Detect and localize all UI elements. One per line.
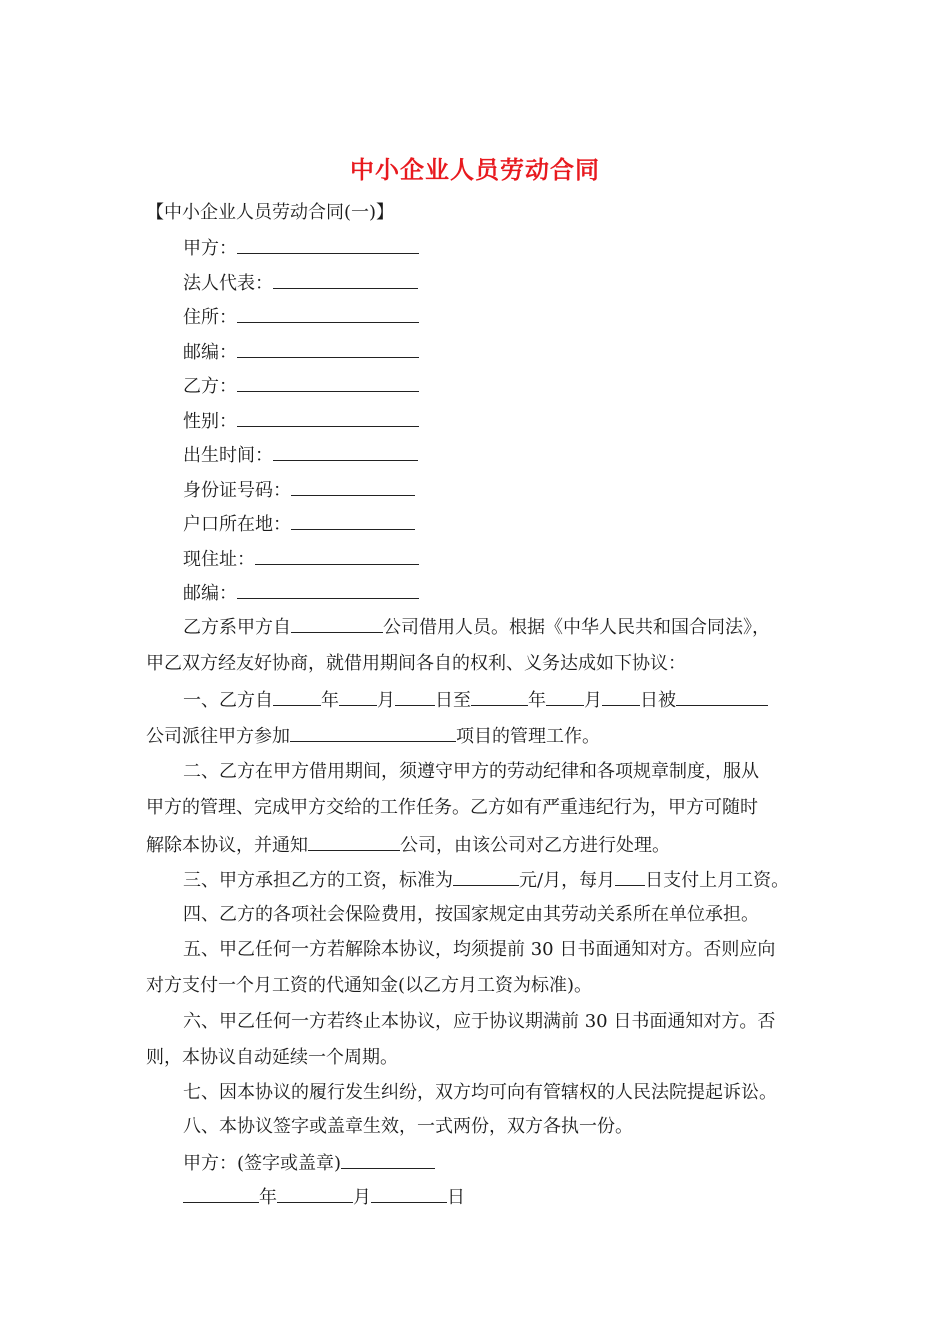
intro-line-1: [183, 614, 770, 641]
clause-4: 四、乙方的各项社会保险费用，按国家规定由其劳动关系所在单位承担。: [183, 904, 759, 925]
party-a-signature: [183, 1150, 435, 1177]
text: 日被: [640, 690, 676, 711]
field-label: 邮编：: [183, 342, 237, 363]
section-heading: 【中小企业人员劳动合同(一)】: [146, 202, 395, 223]
field-label: 身份证号码：: [183, 480, 291, 501]
text: 解除本协议，并通知: [146, 835, 308, 856]
blank-line: [291, 511, 415, 530]
field-current-address: [183, 546, 419, 573]
text: 年: [321, 690, 339, 711]
blank-line: [371, 1184, 447, 1203]
text: 一、乙方自: [183, 690, 273, 711]
clause-6-line-2: 则，本协议自动延续一个周期。: [146, 1047, 398, 1068]
blank-line: [453, 867, 519, 886]
blank-line: [273, 687, 321, 706]
field-party-a: [183, 235, 419, 262]
document-title: 中小企业人员劳动合同: [350, 155, 600, 184]
clause-5-line-1: 五、甲乙任何一方若解除本协议，均须提前 30 日书面通知对方。否则应向: [183, 939, 776, 960]
text: 月: [377, 690, 395, 711]
blank-line: [237, 339, 419, 358]
text: 甲方：(签字或盖章): [183, 1153, 342, 1174]
blank-line: [341, 1150, 435, 1169]
clause-3: [183, 867, 789, 894]
clause-2-line-1: 二、乙方在甲方借用期间，须遵守甲方的劳动纪律和各项规章制度，服从: [183, 761, 759, 782]
field-label: 出生时间：: [183, 445, 273, 466]
blank-line: [308, 832, 400, 851]
text: 月: [353, 1187, 371, 1208]
field-label: 住所：: [183, 307, 237, 328]
clause-2-line-2: 甲方的管理、完成甲方交给的工作任务。乙方如有严重违纪行为，甲方可随时: [146, 797, 758, 818]
blank-line: [237, 304, 419, 323]
blank-line: [237, 373, 419, 392]
clause-2-line-3: [146, 832, 670, 859]
blank-line: [471, 687, 528, 706]
field-postcode: [183, 339, 419, 366]
field-label: 法人代表：: [183, 273, 273, 294]
field-id-number: [183, 477, 415, 504]
text: 公司派往甲方参加: [146, 726, 290, 747]
field-label: 邮编：: [183, 583, 237, 604]
blank-line: [291, 477, 415, 496]
text: 日: [447, 1187, 465, 1208]
blank-line: [395, 687, 435, 706]
blank-line: [273, 442, 418, 461]
blank-line: [273, 270, 418, 289]
text: 年: [259, 1187, 277, 1208]
blank-line: [615, 867, 645, 886]
text: 日支付上月工资。: [645, 870, 790, 891]
text: 元/月，每月: [519, 870, 616, 891]
field-birth: [183, 442, 418, 469]
field-legal-rep: [183, 270, 418, 297]
text: 三、甲方承担乙方的工资，标准为: [183, 870, 453, 891]
clause-6-line-1: 六、甲乙任何一方若终止本协议，应于协议期满前 30 日书面通知对方。否: [183, 1011, 776, 1032]
clause-1-line-2: [146, 723, 600, 750]
text: 乙方系甲方自: [183, 617, 291, 638]
clause-7: 七、因本协议的履行发生纠纷，双方均可向有管辖权的人民法院提起诉讼。: [183, 1082, 777, 1103]
signature-date: [183, 1184, 465, 1211]
field-label: 甲方：: [183, 238, 237, 259]
blank-line: [237, 408, 419, 427]
field-hukou: [183, 511, 415, 538]
blank-line: [290, 723, 456, 742]
blank-line: [183, 1184, 259, 1203]
blank-line: [339, 687, 377, 706]
field-party-b: [183, 373, 419, 400]
clause-8: 八、本协议签字或盖章生效，一式两份，双方各执一份。: [183, 1116, 633, 1137]
blank-line: [277, 1184, 353, 1203]
blank-line: [546, 687, 584, 706]
blank-line: [237, 235, 419, 254]
blank-line: [602, 687, 640, 706]
field-label: 乙方：: [183, 376, 237, 397]
text: 月: [584, 690, 602, 711]
field-label: 户口所在地：: [183, 514, 291, 535]
text: 公司，由该公司对乙方进行处理。: [400, 835, 670, 856]
blank-line: [676, 687, 768, 706]
blank-line: [255, 546, 419, 565]
clause-5-line-2: 对方支付一个月工资的代通知金(以乙方月工资为标准)。: [146, 975, 593, 996]
text: 年: [528, 690, 546, 711]
field-label: 现住址：: [183, 549, 255, 570]
text: 日至: [435, 690, 471, 711]
field-address: [183, 304, 419, 331]
field-label: 性别：: [183, 411, 237, 432]
intro-line-2: 甲乙双方经友好协商，就借用期间各自的权利、义务达成如下协议：: [146, 653, 686, 674]
clause-1-line-1: [183, 687, 768, 714]
field-postcode-2: [183, 580, 419, 607]
text: 项目的管理工作。: [456, 726, 600, 747]
text: 公司借用人员。根据《中华人民共和国合同法》，: [383, 617, 770, 638]
blank-line: [237, 580, 419, 599]
blank-line: [291, 614, 383, 633]
field-gender: [183, 408, 419, 435]
